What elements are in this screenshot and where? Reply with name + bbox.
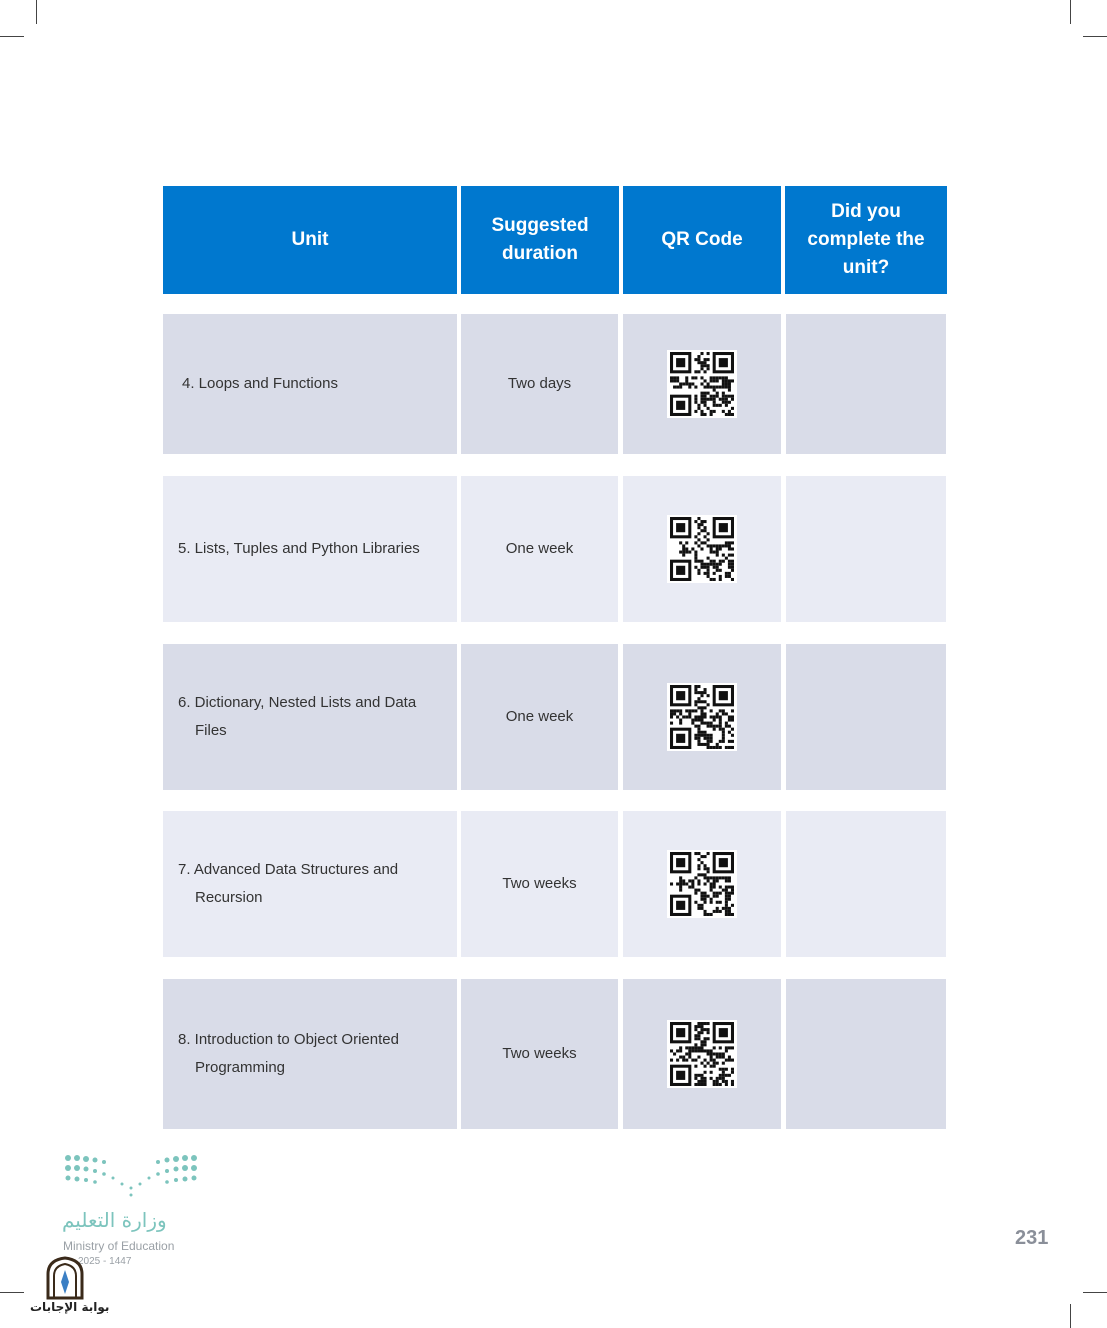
qr-cell bbox=[623, 476, 781, 622]
portal-name-arabic: بوابة الإجابات bbox=[30, 1300, 110, 1314]
table-row bbox=[163, 476, 946, 622]
portal-lamp-icon bbox=[44, 1256, 86, 1300]
table-header bbox=[163, 186, 947, 294]
unit-line-2: Files bbox=[195, 722, 227, 739]
table-row bbox=[163, 979, 946, 1129]
unit-cell bbox=[163, 979, 457, 1129]
unit-cell bbox=[163, 644, 457, 790]
crop-mark bbox=[1083, 36, 1107, 37]
qr-cell bbox=[623, 811, 781, 957]
units-table bbox=[163, 186, 947, 1076]
qr-code-icon[interactable] bbox=[667, 515, 737, 583]
duration-cell: Two weeks bbox=[461, 979, 618, 1129]
table-row bbox=[163, 644, 946, 790]
ministry-name-arabic: وزارة التعليم bbox=[62, 1208, 167, 1232]
crop-mark bbox=[36, 0, 37, 24]
page-number: 231 bbox=[1015, 1227, 1049, 1249]
unit-line-1: 8. Introduction to Object Oriented bbox=[178, 1031, 399, 1048]
unit-line-1: 7. Advanced Data Structures and bbox=[178, 861, 399, 878]
qr-code-icon[interactable] bbox=[667, 1020, 737, 1088]
complete-checkbox[interactable] bbox=[786, 476, 946, 622]
qr-code-icon[interactable] bbox=[667, 850, 737, 918]
unit-line-1: 6. Dictionary, Nested Lists and Data bbox=[178, 694, 417, 711]
qr-cell bbox=[623, 979, 781, 1129]
duration-cell: One week bbox=[461, 476, 618, 622]
unit-cell: 4. Loops and Functions bbox=[163, 314, 457, 454]
header-complete: Did you complete the unit? bbox=[785, 186, 947, 294]
ministry-name-english: Ministry of Education bbox=[63, 1239, 175, 1253]
complete-checkbox[interactable] bbox=[786, 811, 946, 957]
header-qr: QR Code bbox=[623, 186, 781, 294]
unit-line-2: Programming bbox=[195, 1059, 286, 1076]
complete-checkbox[interactable] bbox=[786, 314, 946, 454]
crop-mark bbox=[0, 36, 24, 37]
ministry-logo-icon bbox=[60, 1150, 210, 1200]
crop-mark bbox=[1070, 1304, 1071, 1328]
qr-cell bbox=[623, 644, 781, 790]
qr-code-icon[interactable] bbox=[667, 350, 737, 418]
duration-cell: Two weeks bbox=[461, 811, 618, 957]
table-row bbox=[163, 811, 946, 957]
crop-mark bbox=[0, 1292, 24, 1293]
unit-cell bbox=[163, 811, 457, 957]
unit-cell: 5. Lists, Tuples and Python Libraries bbox=[163, 476, 457, 622]
qr-cell bbox=[623, 314, 781, 454]
qr-code-icon[interactable] bbox=[667, 683, 737, 751]
header-unit: Unit bbox=[163, 186, 457, 294]
complete-checkbox[interactable] bbox=[786, 644, 946, 790]
unit-line-2: Recursion bbox=[195, 889, 263, 906]
header-duration: Suggested duration bbox=[461, 186, 619, 294]
table-row bbox=[163, 314, 946, 454]
ministry-year: 2025 - 1447 bbox=[78, 1256, 132, 1267]
crop-mark bbox=[1070, 0, 1071, 24]
duration-cell: One week bbox=[461, 644, 618, 790]
crop-mark bbox=[1083, 1292, 1107, 1293]
complete-checkbox[interactable] bbox=[786, 979, 946, 1129]
duration-cell: Two days bbox=[461, 314, 618, 454]
